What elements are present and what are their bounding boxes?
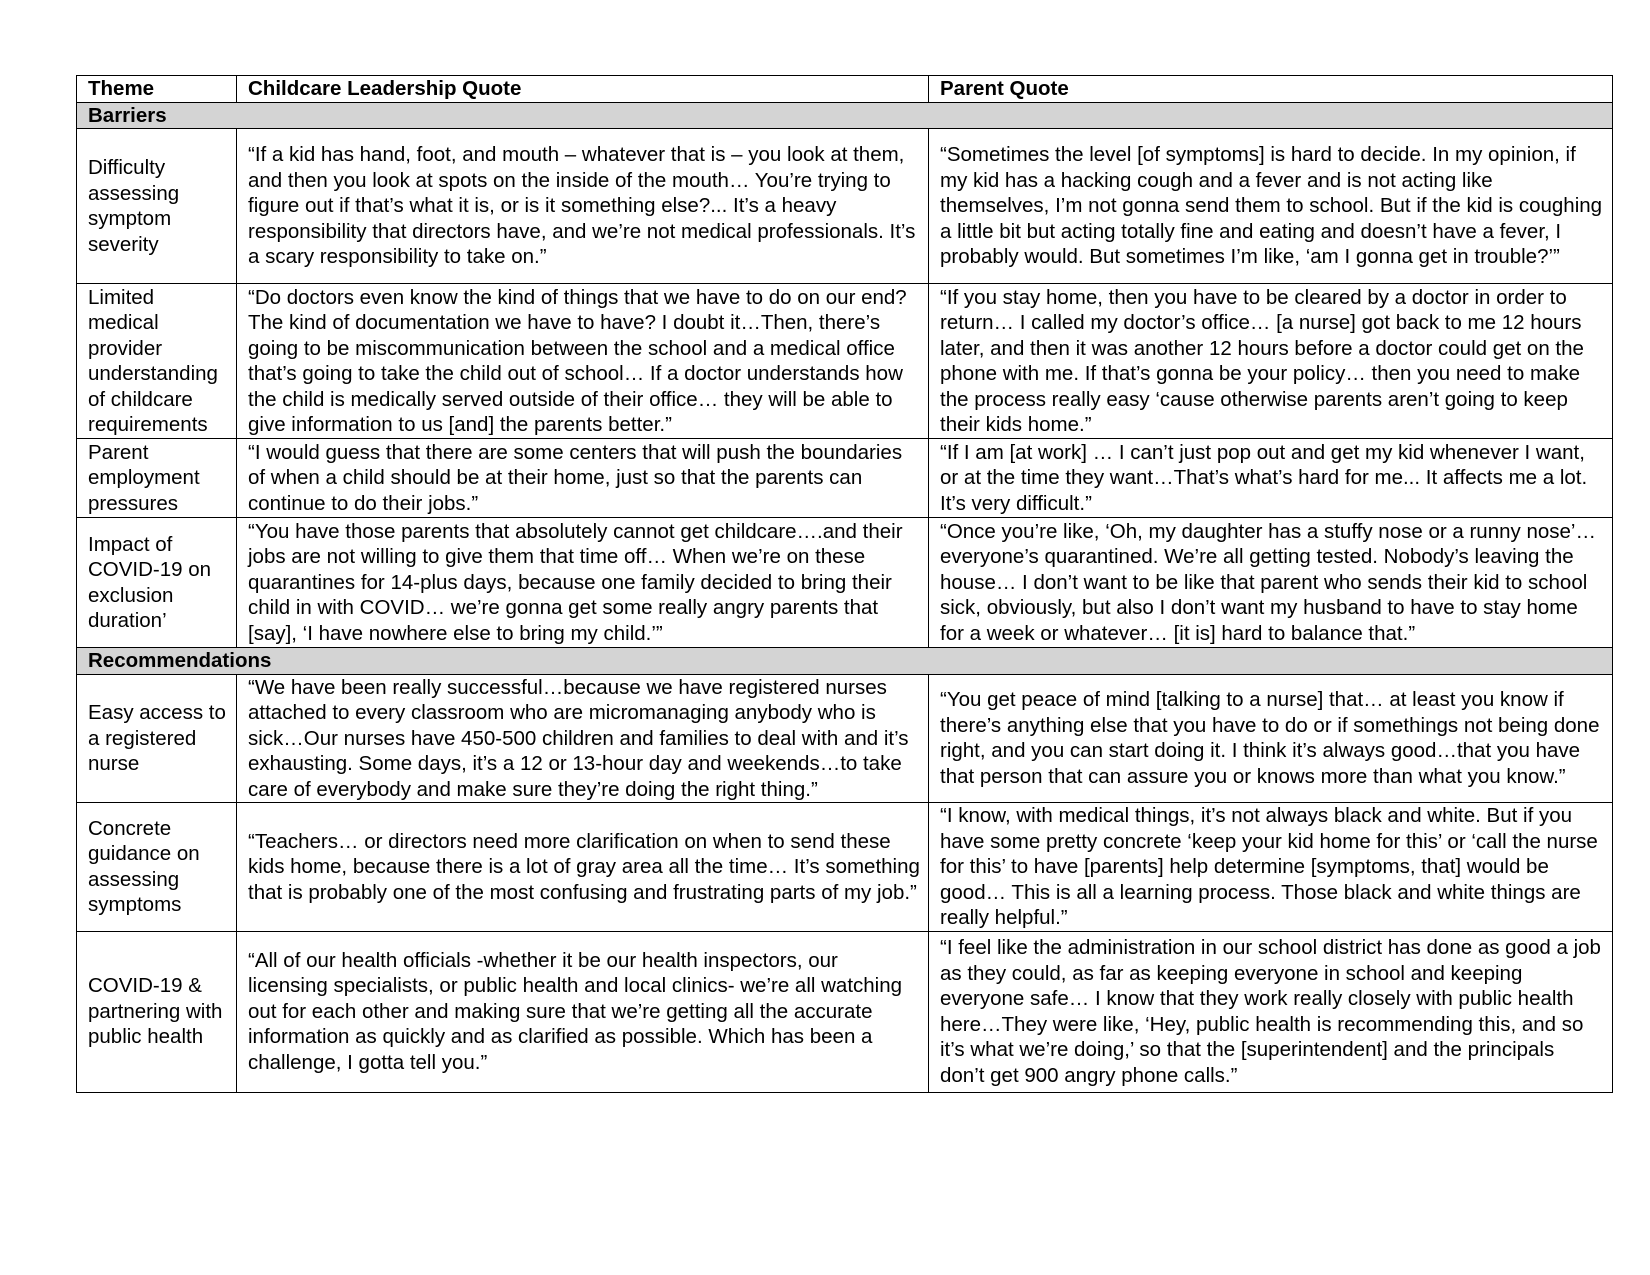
- leadership-quote-cell: “Do doctors even know the kind of things that we have to do on our end? The kind of documentation we have to have? I doubt it…Then, there’s going to be miscommunication between the school and a medical office that’s going to take the child out of school… If a doctor understands how the child is medically served outside of their office… they will be able to give information to us [and] the parents better.”: [237, 284, 929, 439]
- table-row: [77, 674, 1613, 803]
- table-row: [77, 129, 1613, 284]
- leadership-quote-cell: “We have been really successful…because we have registered nurses attached to every classroom who are micromanaging anybody who is sick…Our nurses have 450-500 children and families to deal with and it’s exhausting. Some days, it’s a 12 or 13-hour day and weekends…to take care of everybody and make sure they’re doing the right thing.”: [237, 674, 929, 803]
- theme-cell: Limited medical provider understanding of childcare requirements: [77, 284, 237, 439]
- leadership-quote-cell: “I would guess that there are some centers that will push the boundaries of when a child should be at their home, just so that the parents can continue to do their jobs.”: [237, 439, 929, 518]
- header-row: [77, 76, 1613, 103]
- parent-quote-cell: “I feel like the administration in our school district has done as good a job as they could, as far as keeping everyone in school and keeping everyone safe… I know that they work really closely with public health here…They were like, ‘Hey, public health is recommending this, and so it’s what we’re doing,’ so that the [superintendent] and the principals don’t get 900 angry phone calls.”: [929, 931, 1613, 1092]
- leadership-quote-cell: “If a kid has hand, foot, and mouth – whatever that is – you look at them, and then you look at spots on the inside of the mouth… You’re trying to figure out if that’s what it is, or is it something else?... It’s a heavy responsibility that directors have, and we’re not medical professionals. It’s a scary responsibility to take on.”: [237, 129, 929, 284]
- parent-quote-cell: “I know, with medical things, it’s not always black and white. But if you have some pretty concrete ‘keep your kid home for this’ or ‘call the nurse for this’ to have [parents] help determine [symptoms, that] would be good… This is all a learning process. Those black and white things are really helpful.”: [929, 803, 1613, 932]
- section-title: Recommendations: [77, 648, 1613, 675]
- table-row: [77, 931, 1613, 1092]
- leadership-quote-cell: “You have those parents that absolutely cannot get childcare….and their jobs are not willing to give them that time off… When we’re on these quarantines for 14-plus days, because one family decided to bring their child in with COVID… we’re gonna get some really angry parents that [say], ‘I have nowhere else to bring my child.’”: [237, 518, 929, 648]
- section-title: Barriers: [77, 102, 1613, 129]
- header-theme: Theme: [77, 76, 237, 103]
- leadership-quote-cell: “Teachers… or directors need more clarification on when to send these kids home, because there is a lot of gray area all the time… It’s something that is probably one of the most confusing and frustrating parts of my job.”: [237, 803, 929, 932]
- theme-cell: COVID-19 & partnering with public health: [77, 931, 237, 1092]
- parent-quote-cell: “Once you’re like, ‘Oh, my daughter has a stuffy nose or a runny nose’… everyone’s quarantined. We’re all getting tested. Nobody’s leaving the house… I don’t want to be like that parent who sends their kid to school sick, obviously, but also I don’t want my husband to have to stay home for a week or whatever… [it is] hard to balance that.”: [929, 518, 1613, 648]
- theme-cell: Parent employment pressures: [77, 439, 237, 518]
- parent-quote-cell: “You get peace of mind [talking to a nurse] that… at least you know if there’s anything else that you have to do or if somethings not being done right, and you can start doing it. I think it’s always good…that you have that person that can assure you or knows more than what you know.”: [929, 674, 1613, 803]
- section-row-barriers: [77, 102, 1613, 129]
- table-row: [77, 518, 1613, 648]
- parent-quote-cell: “Sometimes the level [of symptoms] is hard to decide. In my opinion, if my kid has a hacking cough and a fever and is not acting like themselves, I’m not gonna send them to school. But if the kid is coughing a little bit but acting totally fine and eating and doesn’t have a fever, I probably would. But sometimes I’m like, ‘am I gonna get in trouble?’”: [929, 129, 1613, 284]
- table-row: [77, 284, 1613, 439]
- theme-cell: Impact of COVID-19 on exclusion duration’: [77, 518, 237, 648]
- theme-cell: Difficulty assessing symptom severity: [77, 129, 237, 284]
- section-row-recommendations: [77, 648, 1613, 675]
- parent-quote-cell: “If you stay home, then you have to be cleared by a doctor in order to return… I called my doctor’s office… [a nurse] got back to me 12 hours later, and then it was another 12 hours before a doctor could get on the phone with me. If that’s gonna be your policy… then you need to make the process really easy ‘cause otherwise parents aren’t going to keep their kids home.”: [929, 284, 1613, 439]
- theme-cell: Concrete guidance on assessing symptoms: [77, 803, 237, 932]
- leadership-quote-cell: “All of our health officials -whether it be our health inspectors, our licensing specialists, or public health and local clinics- we’re all watching out for each other and making sure that we’re getting all the accurate information as quickly and as clarified as possible. Which has been a challenge, I gotta tell you.”: [237, 931, 929, 1092]
- quote-table: [76, 75, 1613, 1093]
- header-parent-quote: Parent Quote: [929, 76, 1613, 103]
- table-row: [77, 803, 1613, 932]
- parent-quote-cell: “If I am [at work] … I can’t just pop out and get my kid whenever I want, or at the time they want…That’s what’s hard for me... It affects me a lot. It’s very difficult.”: [929, 439, 1613, 518]
- header-leadership-quote: Childcare Leadership Quote: [237, 76, 929, 103]
- table-row: [77, 439, 1613, 518]
- theme-cell: Easy access to a registered nurse: [77, 674, 237, 803]
